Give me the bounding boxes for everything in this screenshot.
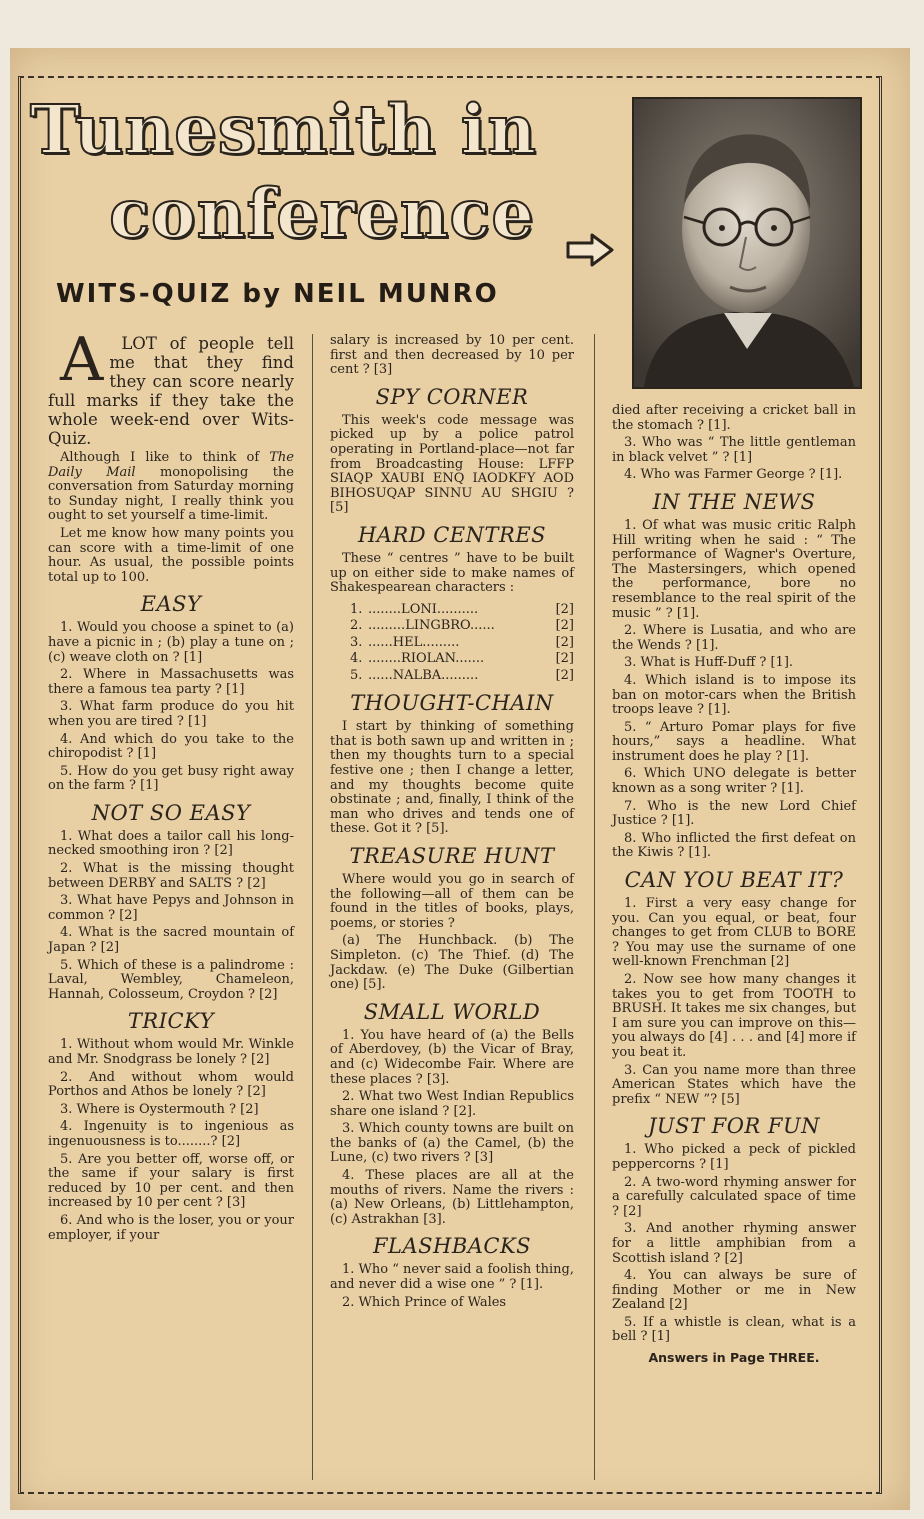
column-3: [612, 404, 856, 1366]
column-rule: [312, 334, 313, 1480]
question: 1. Who “ never said a foolish thing, and never did a wise one ” ? [1].: [330, 1262, 574, 1293]
section-title-tricky: TRICKY: [127, 1009, 215, 1034]
column-rule: [594, 334, 595, 1480]
centres-list: [350, 602, 574, 685]
portrait-photo: [632, 97, 862, 389]
question: 3. Which county towns are built on the banks of (a) the Camel, (b) the Lune, (c) two rivers ? [3]: [330, 1121, 574, 1166]
question: 5. Which of these is a palindrome : Laval, Wembley, Chameleon, Hannah, Colosseum, Croydon ? [2]: [48, 957, 294, 1002]
question: 2. What two West Indian Republics share one island ? [2].: [330, 1089, 574, 1119]
question: 1. You have heard of (a) the Bells of Aberdovey, (b) the Vicar of Bray, and (c) Widecombe Fair. Where are these places ? [3].: [330, 1027, 574, 1087]
section-title-easy: EASY: [140, 592, 202, 617]
section-title-can-you-beat-it: CAN YOU BEAT IT?: [624, 868, 844, 893]
question: 4. Who was Farmer George ? [1].: [624, 467, 843, 483]
question: 5. If a whistle is clean, what is a bell ? [1]: [612, 1314, 856, 1345]
question: 2. A two-word rhyming answer for a carefully calculated space of time ? [2]: [612, 1174, 856, 1219]
question: 4. Which island is to impose its ban on motor-cars when the British troops leave ? [1].: [612, 672, 856, 718]
question: (a) The Hunchback. (b) The Simpleton. (c) The Thief. (d) The Jackdaw. (e) The Duke (Gilbertian one) [5].: [330, 933, 574, 993]
section-title-not-so-easy: NOT SO EASY: [91, 800, 251, 825]
section-title-spy-corner: SPY CORNER: [375, 384, 529, 409]
question: 1. Who picked a peck of pickled peppercorns ? [1]: [612, 1142, 856, 1172]
question: 4. What is the sacred mountain of Japan ? [2]: [48, 925, 294, 956]
question: 1. Would you choose a spinet to (a) have a picnic in ; (b) play a tune on ; (c) weave cloth on ? [1]: [48, 620, 294, 665]
headline: [30, 88, 620, 256]
question: These “ centres ” have to be built up on either side to make names of Shakespearean characters :: [330, 550, 574, 596]
question: 2. Now see how many changes it takes you to get from TOOTH to BRUSH. It takes me six changes, but I am sure you can improve on this—you always do [4] . . . and [4] more if you beat it.: [612, 972, 856, 1060]
question: 3. What have Pepys and Johnson in common ? [2]: [48, 893, 294, 923]
headline-line-1: Tunesmith in: [30, 90, 537, 169]
question: 1. First a very easy change for you. Can you equal, or beat, four changes to get from CLUB to BORE ? You may use the surname of one well-known Frenchman [2]: [612, 896, 856, 970]
question: 2. Where in Massachusetts was there a famous tea party ? [1]: [48, 667, 294, 697]
question: 2. And without whom would Porthos and Athos be lonely ? [2]: [48, 1069, 294, 1100]
question: 4. And which do you take to the chiropodist ? [1]: [48, 731, 294, 762]
section-title-just-for-fun: JUST FOR FUN: [647, 1114, 821, 1139]
answers-note: Answers in Page THREE.: [648, 1350, 820, 1366]
arrow-right-icon: [564, 232, 616, 268]
question-continued: salary is increased by 10 per cent. first and then decreased by 10 per cent ? [3]: [330, 333, 574, 378]
intro-lead: A LOT of people tell me that they find they can score nearly full marks if they take the whole week-end over Wits-Quiz.: [48, 325, 294, 448]
question: 3. And another rhyming answer for a little amphibian from a Scottish island ? [2]: [612, 1221, 856, 1266]
list-item: 2. .........LINGBRO...... [2]: [350, 618, 574, 634]
question: 5. “ Arturo Pomar plays for five hours,” says a headline. What instrument does he play ? [1].: [612, 719, 856, 764]
question: 6. Which UNO delegate is better known as a song writer ? [1].: [612, 766, 856, 797]
section-title-in-the-news: IN THE NEWS: [652, 489, 816, 514]
question: 1. Of what was music critic Ralph Hill writing when he said : “ The performance of Wagner's Overture, The Mastersingers, which opened the performance, bore no resemblance to the real spirit of the music ” ? [1].: [612, 517, 856, 621]
question: 4. Ingenuity is to ingenious as ingenuousness is to........? [2]: [48, 1119, 294, 1149]
section-title-treasure-hunt: TREASURE HUNT: [349, 843, 555, 868]
headline-line-2: conference: [109, 174, 535, 253]
question: 1. What does a tailor call his long-necked smoothing iron ? [2]: [48, 828, 294, 859]
drop-cap: A: [60, 325, 104, 395]
section-title-small-world: SMALL WORLD: [363, 999, 541, 1024]
question-continued: died after receiving a cricket ball in the stomach ? [1].: [612, 403, 856, 433]
question: This week's code message was picked up by a police patrol operating in Portland-place—not far from Broadcasting House: LFFP SIAQP XAUBI ENQ IAODKFY AOD BIHOSUQAP SINNU AU SHGIU ? [5]: [330, 412, 574, 516]
question: 3. Can you name more than three American States which have the prefix “ NEW ”? [5]: [612, 1062, 856, 1107]
question: 3. What is Huff-Duff ? [1].: [624, 655, 794, 671]
section-title-flashbacks: FLASHBACKS: [372, 1234, 532, 1259]
question: 7. Who is the new Lord Chief Justice ? [1].: [612, 798, 856, 829]
question: 5. How do you get busy right away on the farm ? [1]: [48, 763, 294, 794]
question: 5. Are you better off, worse off, or the same if your salary is first reduced by 10 per cent. and then increased by 10 per cent ? [3]: [48, 1151, 294, 1211]
section-title-thought-chain: THOUGHT-CHAIN: [350, 691, 554, 716]
intro-paragraph: Although I like to think of The Daily Mail monopolising the conversation from Saturday morning to Sunday night, I really think you ought to set yourself a time-limit.: [48, 450, 294, 524]
question: 4. These places are all at the mouths of rivers. Name the rivers : (a) New Orleans, (b) Littlehampton, (c) Astrakhan [3].: [330, 1168, 574, 1227]
column-2: [330, 334, 574, 1313]
question: I start by thinking of something that is both sawn up and written in ; then my thoughts turn to a special festive one ; then I change a letter, and my thoughts become quite obstinate ; and, finally, I think of the man who drives and tends one of these. Got it ? [5].: [330, 719, 574, 837]
list-item: 5. ......NALBA......... [2]: [350, 667, 574, 683]
question: 3. What farm produce do you hit when you are tired ? [1]: [48, 699, 294, 729]
question: 8. Who inflicted the first defeat on the Kiwis ? [1].: [612, 830, 856, 861]
byline: WITS-QUIZ by NEIL MUNRO: [56, 279, 499, 309]
question: 2. Which Prince of Wales: [342, 1294, 507, 1310]
column-1: [48, 325, 294, 1246]
list-item: 4. ........RIOLAN....... [2]: [350, 651, 574, 667]
question: 4. You can always be sure of finding Mother or me in New Zealand [2]: [612, 1268, 856, 1313]
section-title-hard-centres: HARD CENTRES: [357, 522, 547, 547]
list-item: 1. ........LONI.......... [2]: [350, 601, 574, 617]
list-item: 3. ......HEL......... [2]: [350, 634, 574, 650]
intro-paragraph: Let me know how many points you can score with a time-limit of one hour. As usual, the possible points total up to 100.: [48, 525, 294, 585]
question: 1. Without whom would Mr. Winkle and Mr. Snodgrass be lonely ? [2]: [48, 1037, 294, 1067]
question: Where would you go in search of the following—all of them can be found in the titles of books, plays, poems, or stories ?: [330, 871, 574, 931]
question: 3. Where is Oystermouth ? [2]: [60, 1101, 259, 1117]
question: 2. What is the missing thought between DERBY and SALTS ? [2]: [48, 861, 294, 891]
question: 2. Where is Lusatia, and who are the Wends ? [1].: [612, 623, 856, 653]
question: 6. And who is the loser, you or your employer, if your: [48, 1212, 294, 1243]
question: 3. Who was “ The little gentleman in black velvet ” ? [1]: [612, 435, 856, 465]
